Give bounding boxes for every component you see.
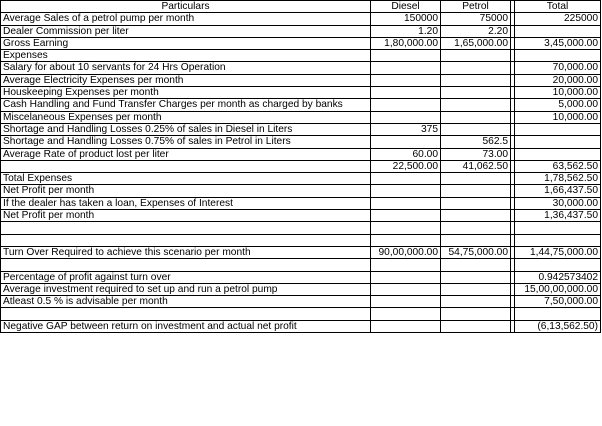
table-row xyxy=(1,246,601,258)
row-petrol-cell xyxy=(441,210,511,222)
table-row xyxy=(1,308,601,320)
table-row xyxy=(1,197,601,209)
table-row xyxy=(1,271,601,283)
row-diesel-cell xyxy=(371,271,441,283)
row-diesel-cell xyxy=(371,320,441,332)
row-diesel-cell xyxy=(371,99,441,111)
row-total-cell xyxy=(515,259,601,271)
row-diesel-cell xyxy=(371,296,441,308)
row-diesel-cell xyxy=(371,173,441,185)
header-particulars: Particulars xyxy=(1,1,371,13)
table-row xyxy=(1,136,601,148)
table-row xyxy=(1,74,601,86)
row-petrol-cell xyxy=(441,123,511,135)
table-row xyxy=(1,37,601,49)
row-diesel-cell: 1.20 xyxy=(371,25,441,37)
row-label-cell: Shortage and Handling Losses 0.25% of sales in Diesel in Liters xyxy=(1,123,371,135)
row-petrol-cell xyxy=(441,320,511,332)
row-label-cell: Net Profit per month xyxy=(1,210,371,222)
row-petrol-cell xyxy=(441,87,511,99)
row-diesel-cell: 60.00 xyxy=(371,148,441,160)
row-total-cell xyxy=(515,25,601,37)
row-total-cell: (6,13,562.50) xyxy=(515,320,601,332)
table-body xyxy=(1,1,601,333)
header-petrol: Petrol xyxy=(441,1,511,13)
row-total-cell: 10,000.00 xyxy=(515,87,601,99)
row-petrol-cell xyxy=(441,173,511,185)
row-total-cell xyxy=(515,50,601,62)
table-row xyxy=(1,123,601,135)
row-diesel-cell: 90,00,000.00 xyxy=(371,246,441,258)
row-petrol-cell xyxy=(441,308,511,320)
row-label-cell: Atleast 0.5 % is advisable per month xyxy=(1,296,371,308)
row-total-cell: 225000 xyxy=(515,13,601,25)
row-petrol-cell xyxy=(441,197,511,209)
row-petrol-cell xyxy=(441,111,511,123)
row-petrol-cell xyxy=(441,296,511,308)
row-petrol-cell xyxy=(441,50,511,62)
table-row xyxy=(1,87,601,99)
row-label-cell xyxy=(1,222,371,234)
row-petrol-cell xyxy=(441,74,511,86)
table-row xyxy=(1,148,601,160)
table-row xyxy=(1,99,601,111)
row-label-cell: Net Profit per month xyxy=(1,185,371,197)
row-total-cell xyxy=(515,234,601,246)
table-row xyxy=(1,62,601,74)
table-row xyxy=(1,222,601,234)
row-diesel-cell xyxy=(371,283,441,295)
row-label-cell: Houskeeping Expenses per month xyxy=(1,87,371,99)
row-total-cell: 15,00,00,000.00 xyxy=(515,283,601,295)
row-diesel-cell xyxy=(371,136,441,148)
row-label-cell: If the dealer has taken a loan, Expenses of Interest xyxy=(1,197,371,209)
table-row xyxy=(1,160,601,172)
row-petrol-cell xyxy=(441,185,511,197)
row-label-cell xyxy=(1,160,371,172)
row-petrol-cell: 2.20 xyxy=(441,25,511,37)
row-label-cell: Dealer Commission per liter xyxy=(1,25,371,37)
row-label-cell: Miscelaneous Expenses per month xyxy=(1,111,371,123)
row-total-cell xyxy=(515,148,601,160)
row-total-cell: 70,000.00 xyxy=(515,62,601,74)
row-total-cell: 10,000.00 xyxy=(515,111,601,123)
row-diesel-cell xyxy=(371,197,441,209)
row-total-cell: 20,000.00 xyxy=(515,74,601,86)
row-diesel-cell xyxy=(371,222,441,234)
table-row xyxy=(1,210,601,222)
row-diesel-cell: 1,80,000.00 xyxy=(371,37,441,49)
table-row xyxy=(1,234,601,246)
row-petrol-cell xyxy=(441,222,511,234)
table-row xyxy=(1,185,601,197)
row-diesel-cell: 375 xyxy=(371,123,441,135)
row-diesel-cell xyxy=(371,74,441,86)
row-total-cell xyxy=(515,123,601,135)
row-label-cell xyxy=(1,259,371,271)
row-diesel-cell: 22,500.00 xyxy=(371,160,441,172)
header-row xyxy=(1,1,601,13)
row-petrol-cell xyxy=(441,259,511,271)
row-diesel-cell xyxy=(371,50,441,62)
row-label-cell: Shortage and Handling Losses 0.75% of sales in Petrol in Liters xyxy=(1,136,371,148)
table-row xyxy=(1,283,601,295)
table-row xyxy=(1,25,601,37)
row-petrol-cell: 73.00 xyxy=(441,148,511,160)
table-row xyxy=(1,320,601,332)
row-diesel-cell xyxy=(371,308,441,320)
row-total-cell xyxy=(515,308,601,320)
row-diesel-cell: 150000 xyxy=(371,13,441,25)
row-label-cell: Gross Earning xyxy=(1,37,371,49)
row-label-cell: Average Rate of product lost per liter xyxy=(1,148,371,160)
row-diesel-cell xyxy=(371,111,441,123)
row-label-cell xyxy=(1,308,371,320)
row-total-cell: 5,000.00 xyxy=(515,99,601,111)
row-petrol-cell: 1,65,000.00 xyxy=(441,37,511,49)
row-total-cell: 1,36,437.50 xyxy=(515,210,601,222)
row-total-cell xyxy=(515,222,601,234)
row-total-cell: 1,66,437.50 xyxy=(515,185,601,197)
table-row xyxy=(1,173,601,185)
row-label-cell: Salary for about 10 servants for 24 Hrs Operation xyxy=(1,62,371,74)
row-petrol-cell xyxy=(441,283,511,295)
row-label-cell: Expenses xyxy=(1,50,371,62)
row-petrol-cell xyxy=(441,234,511,246)
row-total-cell: 1,78,562.50 xyxy=(515,173,601,185)
row-label-cell: Average investment required to set up and run a petrol pump xyxy=(1,283,371,295)
header-diesel: Diesel xyxy=(371,1,441,13)
row-diesel-cell xyxy=(371,62,441,74)
row-diesel-cell xyxy=(371,185,441,197)
row-label-cell: Negative GAP between return on investment and actual net profit xyxy=(1,320,371,332)
row-diesel-cell xyxy=(371,259,441,271)
row-total-cell: 0.942573402 xyxy=(515,271,601,283)
table-row xyxy=(1,13,601,25)
table-row xyxy=(1,259,601,271)
row-total-cell xyxy=(515,136,601,148)
row-petrol-cell: 562.5 xyxy=(441,136,511,148)
row-total-cell: 3,45,000.00 xyxy=(515,37,601,49)
table-row xyxy=(1,111,601,123)
row-label-cell xyxy=(1,234,371,246)
row-petrol-cell xyxy=(441,62,511,74)
table-row xyxy=(1,296,601,308)
row-diesel-cell xyxy=(371,87,441,99)
header-total: Total xyxy=(515,1,601,13)
table-row xyxy=(1,50,601,62)
row-total-cell: 63,562.50 xyxy=(515,160,601,172)
row-label-cell: Cash Handling and Fund Transfer Charges per month as charged by banks xyxy=(1,99,371,111)
row-petrol-cell: 75000 xyxy=(441,13,511,25)
row-petrol-cell xyxy=(441,271,511,283)
row-petrol-cell: 41,062.50 xyxy=(441,160,511,172)
row-label-cell: Turn Over Required to achieve this scenario per month xyxy=(1,246,371,258)
row-total-cell: 1,44,75,000.00 xyxy=(515,246,601,258)
row-petrol-cell xyxy=(441,99,511,111)
row-petrol-cell: 54,75,000.00 xyxy=(441,246,511,258)
row-total-cell: 7,50,000.00 xyxy=(515,296,601,308)
row-label-cell: Percentage of profit against turn over xyxy=(1,271,371,283)
row-diesel-cell xyxy=(371,234,441,246)
row-label-cell: Average Sales of a petrol pump per month xyxy=(1,13,371,25)
row-total-cell: 30,000.00 xyxy=(515,197,601,209)
row-label-cell: Total Expenses xyxy=(1,173,371,185)
row-diesel-cell xyxy=(371,210,441,222)
row-label-cell: Average Electricity Expenses per month xyxy=(1,74,371,86)
